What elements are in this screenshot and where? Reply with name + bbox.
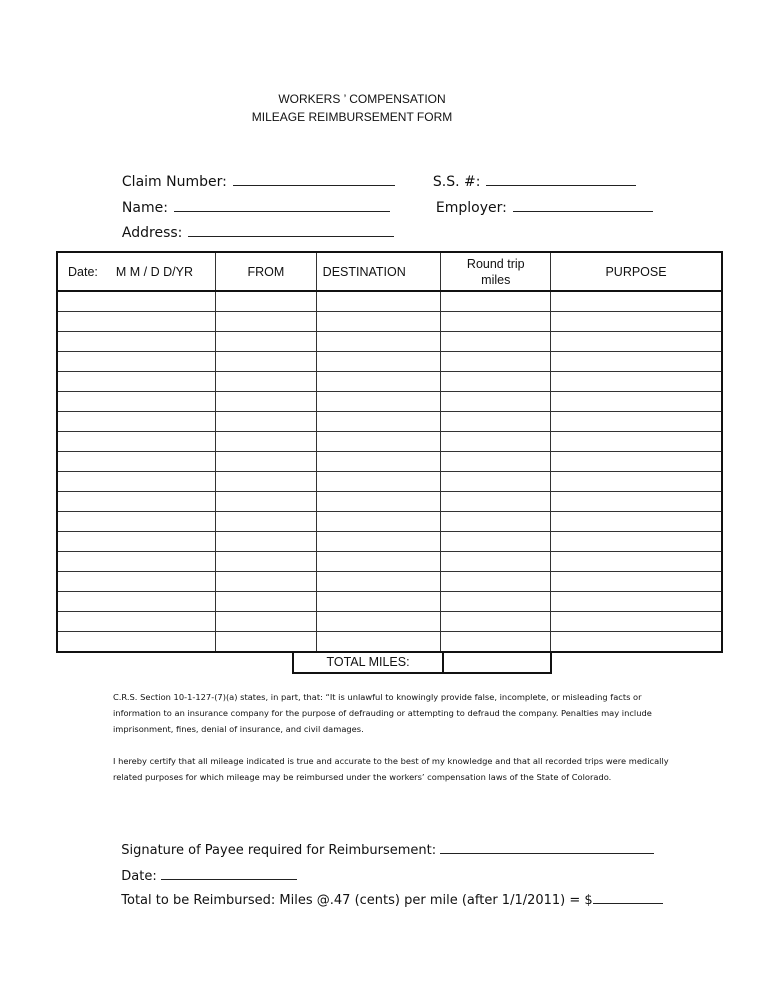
table-cell[interactable]: [441, 512, 551, 532]
round-trip-label-line-2: miles: [481, 272, 511, 287]
table-cell[interactable]: [441, 572, 551, 592]
table-cell[interactable]: [551, 592, 722, 612]
name-label: Name:: [121, 200, 168, 216]
table-cell[interactable]: [57, 432, 216, 452]
table-cell[interactable]: [316, 592, 441, 612]
table-row: [57, 472, 722, 492]
round-trip-label-line-1: Round trip: [466, 256, 525, 271]
column-header-destination: DESTINATION: [316, 252, 441, 291]
table-cell[interactable]: [57, 472, 216, 492]
table-cell[interactable]: [216, 592, 317, 612]
table-row: [57, 332, 722, 352]
table-cell[interactable]: [441, 432, 551, 452]
table-cell[interactable]: [57, 492, 216, 512]
address-label: Address:: [121, 225, 183, 241]
address-blank[interactable]: [188, 224, 394, 237]
column-header-round-trip-miles: [441, 252, 551, 291]
employer-label: Employer:: [435, 200, 507, 216]
table-cell[interactable]: [216, 512, 317, 532]
table-row: [57, 352, 722, 372]
table-cell[interactable]: [551, 392, 722, 412]
table-cell[interactable]: [551, 612, 722, 632]
address-field: [113, 208, 394, 241]
table-cell[interactable]: [216, 332, 317, 352]
table-cell[interactable]: [441, 291, 551, 312]
table-row: [57, 452, 722, 472]
table-row: [57, 412, 722, 432]
column-header-date: [57, 252, 216, 291]
table-cell[interactable]: [551, 432, 722, 452]
table-cell[interactable]: [216, 572, 317, 592]
table-row: [57, 392, 722, 412]
table-cell[interactable]: [551, 412, 722, 432]
table-cell[interactable]: [441, 592, 551, 612]
table-cell[interactable]: [57, 552, 216, 572]
table-cell[interactable]: [216, 412, 317, 432]
table-cell[interactable]: [216, 372, 317, 392]
table-cell[interactable]: [441, 632, 551, 653]
table-cell[interactable]: [216, 352, 317, 372]
table-cell[interactable]: [57, 291, 216, 312]
table-cell[interactable]: [216, 612, 317, 632]
date-label: Date:: [68, 264, 98, 279]
table-cell[interactable]: [57, 452, 216, 472]
table-cell[interactable]: [216, 552, 317, 572]
table-cell[interactable]: [216, 452, 317, 472]
table-cell[interactable]: [551, 552, 722, 572]
form-title-line-2: MILEAGE REIMBURSEMENT FORM: [251, 110, 453, 124]
table-cell[interactable]: [551, 512, 722, 532]
table-cell[interactable]: [441, 392, 551, 412]
table-cell[interactable]: [441, 492, 551, 512]
certification-statement: I hereby certify that all mileage indicated is true and accurate to the best of my knowledge and that all recorded trips were medically related purposes for which mileage may be reimbursed under the workers’ compensation laws of the State of Colorado.: [113, 756, 669, 782]
table-cell[interactable]: [551, 291, 722, 312]
table-cell[interactable]: [216, 392, 317, 412]
table-cell[interactable]: [316, 452, 441, 472]
table-row: [57, 632, 722, 653]
table-cell[interactable]: [216, 632, 317, 653]
table-cell[interactable]: [316, 312, 441, 332]
mileage-log-table: [56, 251, 723, 653]
table-row: [57, 432, 722, 452]
form-title-line-1: WORKERS ’ COMPENSATION: [278, 92, 446, 106]
table-cell[interactable]: [551, 372, 722, 392]
table-cell[interactable]: [441, 372, 551, 392]
table-row: [57, 572, 722, 592]
table-header-row: [57, 252, 722, 291]
table-cell[interactable]: [441, 472, 551, 492]
table-row: [57, 532, 722, 552]
table-cell[interactable]: [316, 612, 441, 632]
table-cell[interactable]: [441, 552, 551, 572]
table-cell[interactable]: [316, 392, 441, 412]
table-cell[interactable]: [316, 372, 441, 392]
total-miles-value-cell[interactable]: [440, 651, 552, 674]
table-cell[interactable]: [551, 632, 722, 653]
total-miles-label: TOTAL MILES:: [292, 651, 444, 674]
signature-date-label: Date:: [121, 869, 157, 884]
table-cell[interactable]: [551, 332, 722, 352]
table-cell[interactable]: [441, 332, 551, 352]
statute-notice: C.R.S. Section 10-1-127-(7)(a) states, in part, that: “It is unlawful to knowingly provide false, incomplete, or misleading facts or information to an insurance company for the purpose of defrauding or attempting to defraud the company. Penalties may include imprisonment, fines, denial of insurance, and civil damages.: [113, 692, 652, 734]
table-cell[interactable]: [57, 512, 216, 532]
table-cell[interactable]: [316, 352, 441, 372]
table-cell[interactable]: [57, 372, 216, 392]
table-row: [57, 612, 722, 632]
table-cell[interactable]: [551, 312, 722, 332]
table-cell[interactable]: [57, 312, 216, 332]
table-row: [57, 492, 722, 512]
table-row: [57, 372, 722, 392]
table-cell[interactable]: [57, 392, 216, 412]
table-cell[interactable]: [57, 592, 216, 612]
reimbursement-total-line: [113, 877, 663, 908]
table-cell[interactable]: [551, 472, 722, 492]
table-cell[interactable]: [441, 312, 551, 332]
table-cell[interactable]: [216, 532, 317, 552]
table-cell[interactable]: [551, 452, 722, 472]
table-cell[interactable]: [316, 412, 441, 432]
table-cell[interactable]: [551, 492, 722, 512]
table-cell[interactable]: [316, 532, 441, 552]
table-cell[interactable]: [57, 412, 216, 432]
table-cell[interactable]: [441, 532, 551, 552]
date-format-label: M M / D D/YR: [115, 264, 193, 279]
table-cell[interactable]: [316, 332, 441, 352]
table-cell[interactable]: [316, 552, 441, 572]
signature-label: Signature of Payee required for Reimbursement:: [121, 843, 437, 858]
column-header-purpose: PURPOSE: [551, 252, 722, 291]
column-header-from: FROM: [216, 252, 317, 291]
table-cell[interactable]: [57, 332, 216, 352]
table-cell[interactable]: [316, 472, 441, 492]
ss-number-label: S.S. #:: [432, 174, 481, 190]
table-cell[interactable]: [441, 452, 551, 472]
employer-blank[interactable]: [513, 199, 653, 212]
table-cell[interactable]: [316, 512, 441, 532]
table-cell[interactable]: [216, 432, 317, 452]
claim-number-label: Claim Number:: [121, 174, 227, 190]
table-cell[interactable]: [216, 312, 317, 332]
signature-blank[interactable]: [440, 842, 654, 854]
table-row: [57, 552, 722, 572]
table-cell[interactable]: [551, 532, 722, 552]
table-cell[interactable]: [57, 612, 216, 632]
table-cell[interactable]: [216, 492, 317, 512]
reimbursement-total-blank[interactable]: [593, 892, 663, 904]
table-cell[interactable]: [57, 352, 216, 372]
table-body: [57, 291, 722, 652]
table-cell[interactable]: [57, 532, 216, 552]
table-cell[interactable]: [216, 291, 317, 312]
table-cell[interactable]: [316, 632, 441, 653]
table-row: [57, 291, 722, 312]
table-cell[interactable]: [216, 472, 317, 492]
table-cell[interactable]: [316, 432, 441, 452]
table-cell[interactable]: [316, 291, 441, 312]
table-cell[interactable]: [57, 572, 216, 592]
table-row: [57, 592, 722, 612]
table-cell[interactable]: [316, 572, 441, 592]
table-row: [57, 512, 722, 532]
table-cell[interactable]: [441, 612, 551, 632]
reimbursement-total-label: Total to be Reimbursed: Miles @.47 (cents) per mile (after 1/1/2011) = $: [121, 893, 593, 908]
table-cell[interactable]: [57, 632, 216, 653]
table-cell[interactable]: [441, 412, 551, 432]
total-miles-row: [292, 651, 723, 673]
table-row: [57, 312, 722, 332]
table-cell[interactable]: [551, 352, 722, 372]
table-cell[interactable]: [441, 352, 551, 372]
table-cell[interactable]: [316, 492, 441, 512]
table-cell[interactable]: [551, 572, 722, 592]
employer-field: [427, 183, 653, 216]
